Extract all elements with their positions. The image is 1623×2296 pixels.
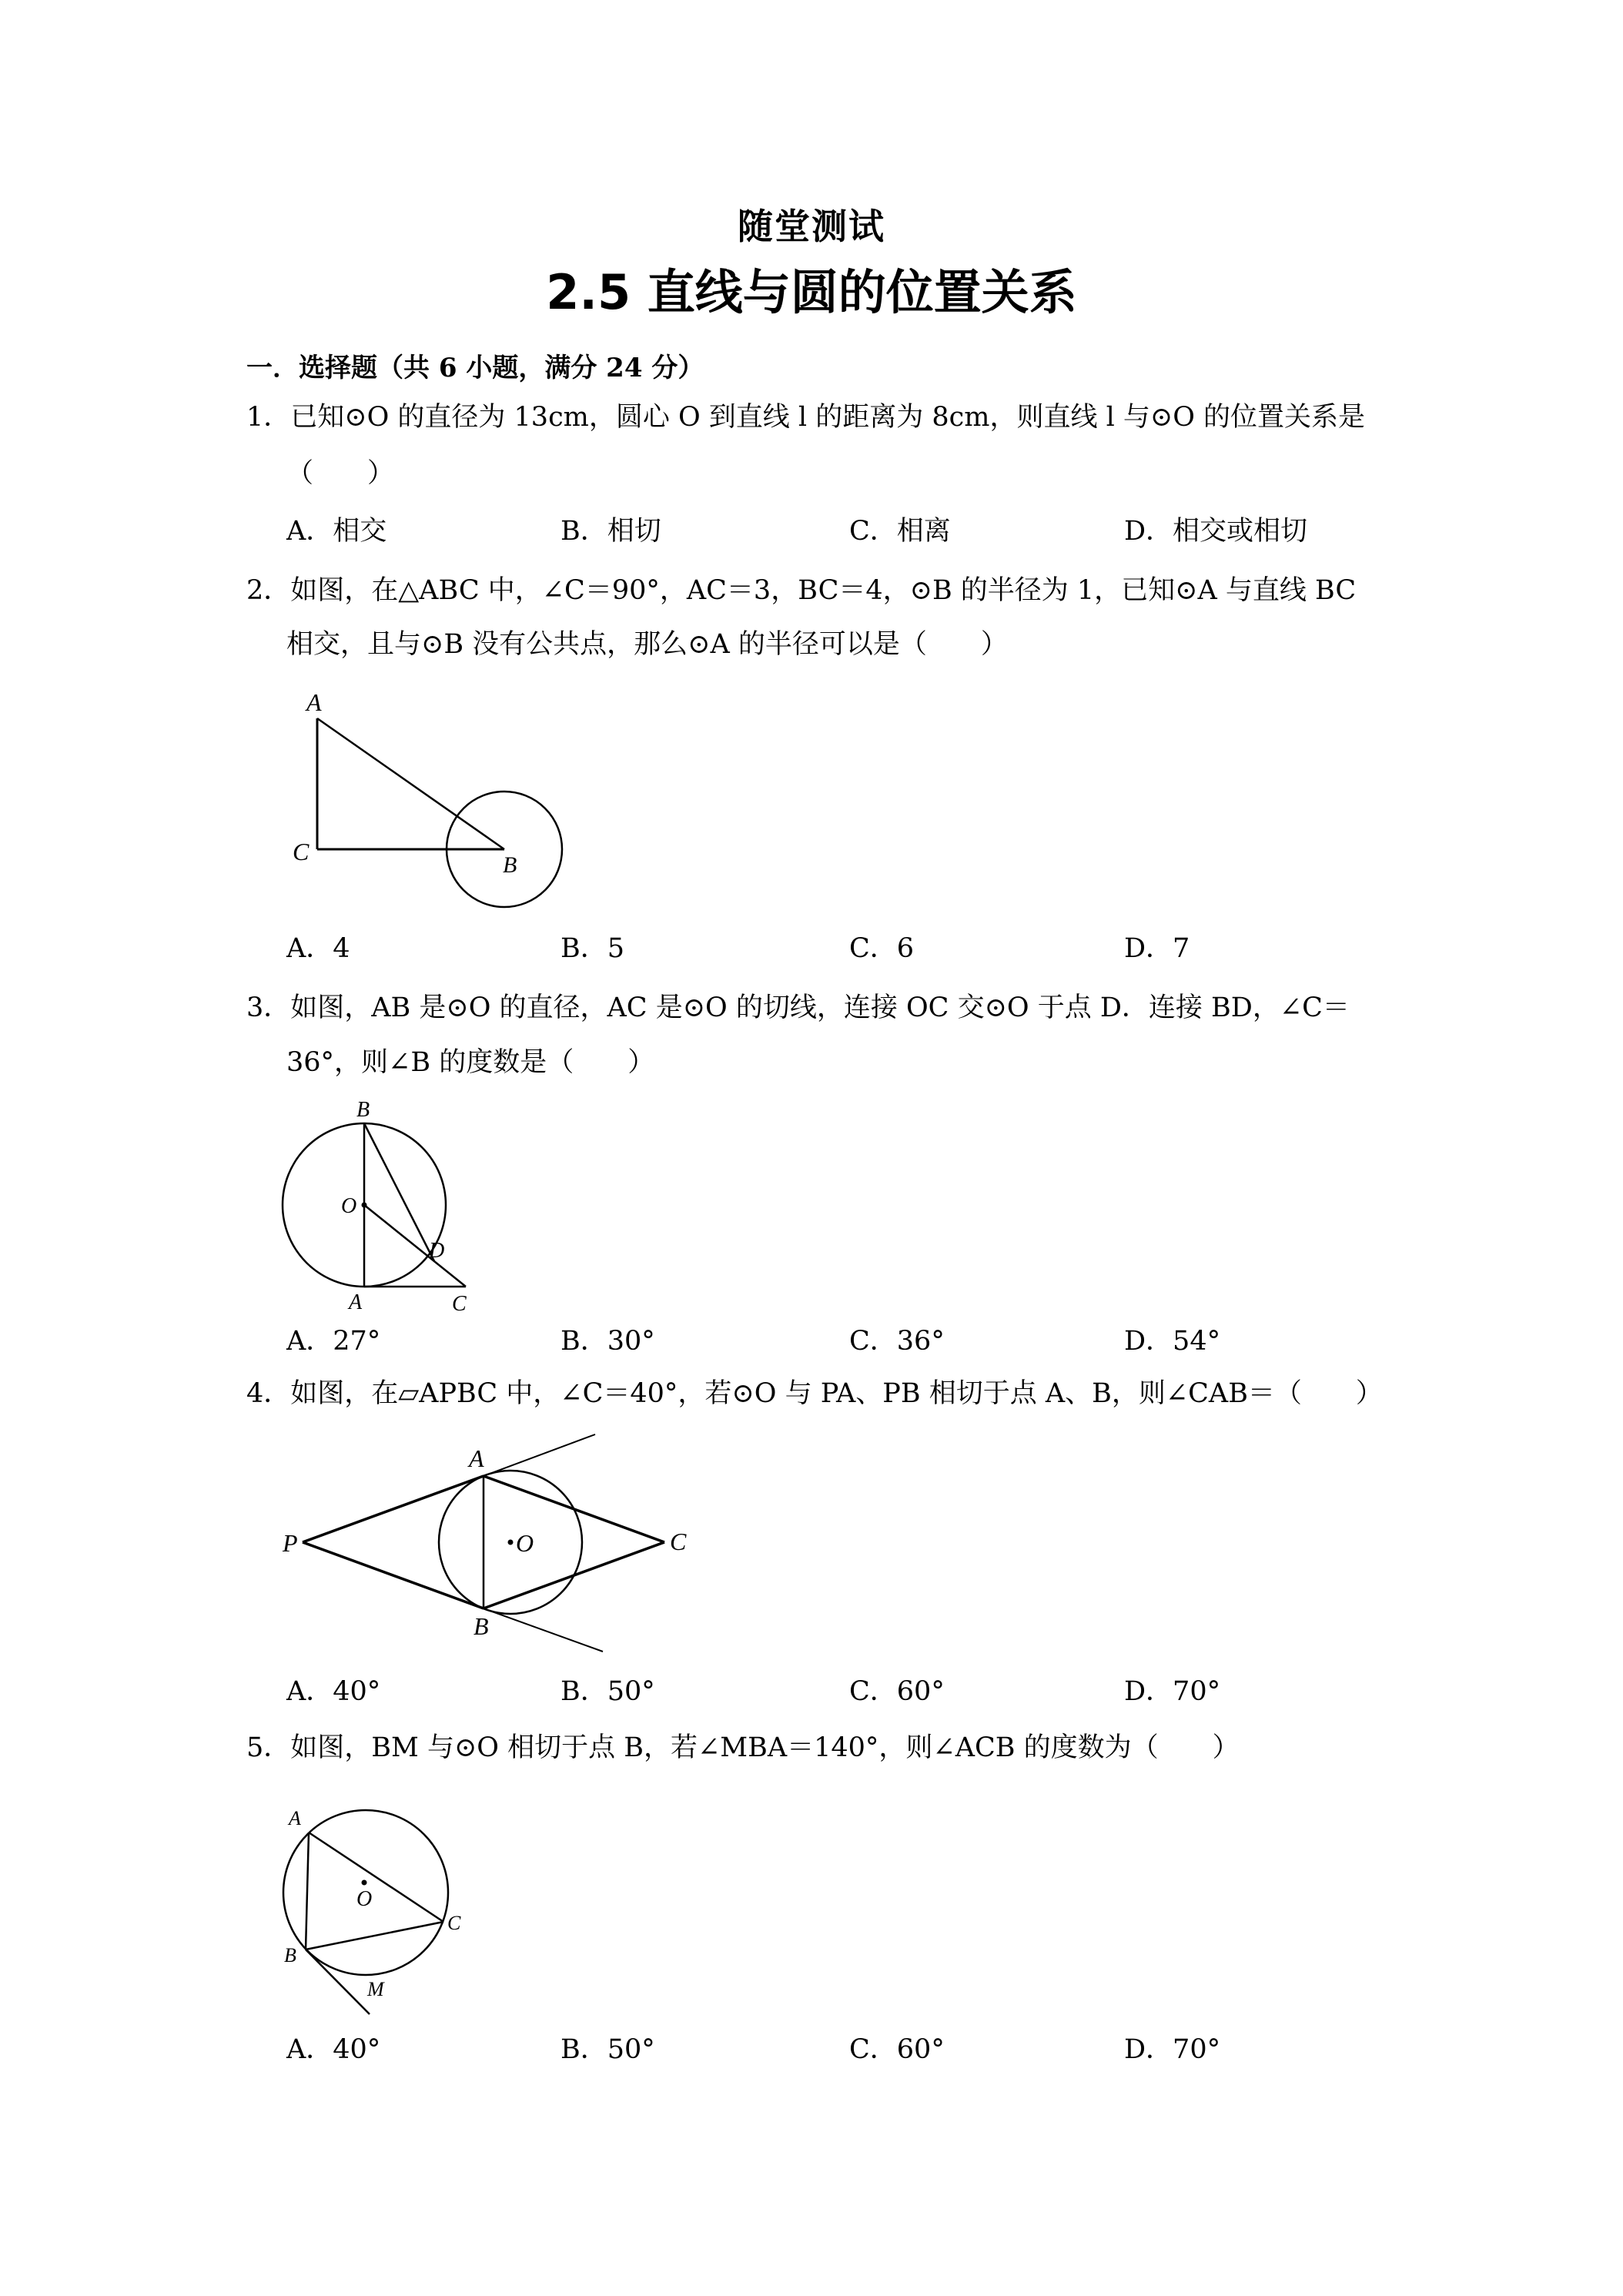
section-heading: 一．选择题（共 6 小题，满分 24 分） <box>246 353 704 383</box>
question-5-figure <box>273 1786 489 2025</box>
label-o: O <box>341 1194 357 1218</box>
segment-bc <box>306 1922 443 1950</box>
segment-bd <box>364 1123 434 1261</box>
label-d: D <box>429 1239 445 1263</box>
segment-ac <box>484 1476 664 1542</box>
question-4-option-b[interactable]: B．50° <box>561 1676 655 1707</box>
center-dot <box>508 1540 514 1545</box>
question-3-line-1: 3．如图，AB 是⊙O 的直径，AC 是⊙O 的切线，连接 OC 交⊙O 于点 D．连接 BD，∠C＝ <box>246 992 1350 1023</box>
center-dot <box>362 1203 367 1208</box>
tangent-a-ext <box>484 1434 595 1476</box>
label-c: C <box>452 1292 467 1316</box>
label-b: B <box>474 1612 489 1640</box>
question-5-line-1: 5．如图，BM 与⊙O 相切于点 B，若∠MBA＝140°，则∠ACB 的度数为（ ） <box>246 1732 1240 1763</box>
question-4-line-1: 4．如图，在▱APBC 中，∠C＝40°，若⊙O 与 PA、PB 相切于点 A、B，则∠CAB＝（ ） <box>246 1378 1383 1409</box>
label-m: M <box>367 1978 384 2000</box>
question-3-option-b[interactable]: B．30° <box>561 1326 655 1357</box>
question-3-option-a[interactable]: A．27° <box>286 1326 381 1357</box>
question-5-option-c[interactable]: C．60° <box>849 2034 945 2065</box>
segment-ac <box>309 1832 443 1922</box>
question-2-option-a[interactable]: A．4 <box>286 933 350 964</box>
label-a: A <box>289 1807 301 1829</box>
question-2-option-c[interactable]: C．6 <box>849 933 915 964</box>
label-a: A <box>349 1290 363 1314</box>
question-2-line-2: 相交，且与⊙B 没有公共点，那么⊙A 的半径可以是（ ） <box>286 629 1008 660</box>
label-o: O <box>516 1529 534 1557</box>
question-3-figure <box>273 1093 489 1317</box>
label-o: O <box>356 1887 373 1911</box>
question-2-option-d[interactable]: D．7 <box>1124 933 1190 964</box>
segment-pb <box>303 1542 484 1608</box>
label-a: A <box>306 688 322 716</box>
question-2-line-1: 2．如图，在△ABC 中，∠C＝90°，AC＝3，BC＝4，⊙B 的半径为 1，已知⊙A 与直线 BC <box>246 575 1357 606</box>
center-dot <box>362 1880 367 1886</box>
question-4-figure <box>273 1428 704 1659</box>
label-c: C <box>670 1528 687 1555</box>
label-c: C <box>447 1912 461 1934</box>
page-title: 2.5 直线与圆的位置关系 <box>546 264 1077 320</box>
question-4-option-d[interactable]: D．70° <box>1124 1676 1221 1707</box>
question-4-option-c[interactable]: C．60° <box>849 1676 945 1707</box>
segment-ab <box>306 1832 309 1950</box>
question-3-option-d[interactable]: D．54° <box>1124 1326 1221 1357</box>
segment-pa <box>303 1476 484 1542</box>
label-c: C <box>293 838 310 865</box>
tangent-b-ext <box>484 1608 603 1652</box>
question-2-figure <box>277 681 585 920</box>
label-b: B <box>284 1944 296 1966</box>
label-b: B <box>503 852 517 878</box>
question-5-option-d[interactable]: D．70° <box>1124 2034 1221 2065</box>
question-5-option-a[interactable]: A．40° <box>286 2034 381 2065</box>
question-1-option-d[interactable]: D．相交或相切 <box>1124 516 1308 547</box>
question-3-option-c[interactable]: C．36° <box>849 1326 945 1357</box>
question-1-line-1: 1．已知⊙O 的直径为 13cm，圆心 O 到直线 l 的距离为 8cm，则直线 l 与⊙O 的位置关系是 <box>246 402 1366 433</box>
question-5-option-b[interactable]: B．50° <box>561 2034 655 2065</box>
question-1-line-2: （ ） <box>286 458 395 489</box>
segment-bc <box>484 1542 664 1608</box>
segment-oc <box>364 1205 466 1287</box>
segment-ab <box>317 718 504 849</box>
label-p: P <box>283 1529 298 1557</box>
question-1-option-b[interactable]: B．相切 <box>561 516 661 547</box>
label-b: B <box>356 1098 370 1122</box>
tangent-bm <box>306 1950 370 2014</box>
question-2-option-b[interactable]: B．5 <box>561 933 624 964</box>
question-3-line-2: 36°，则∠B 的度数是（ ） <box>286 1047 655 1078</box>
question-4-option-a[interactable]: A．40° <box>286 1676 381 1707</box>
label-a: A <box>469 1444 484 1472</box>
question-1-option-a[interactable]: A．相交 <box>286 516 387 547</box>
page-subtitle: 随堂测试 <box>738 206 885 247</box>
question-1-option-c[interactable]: C．相离 <box>849 516 951 547</box>
